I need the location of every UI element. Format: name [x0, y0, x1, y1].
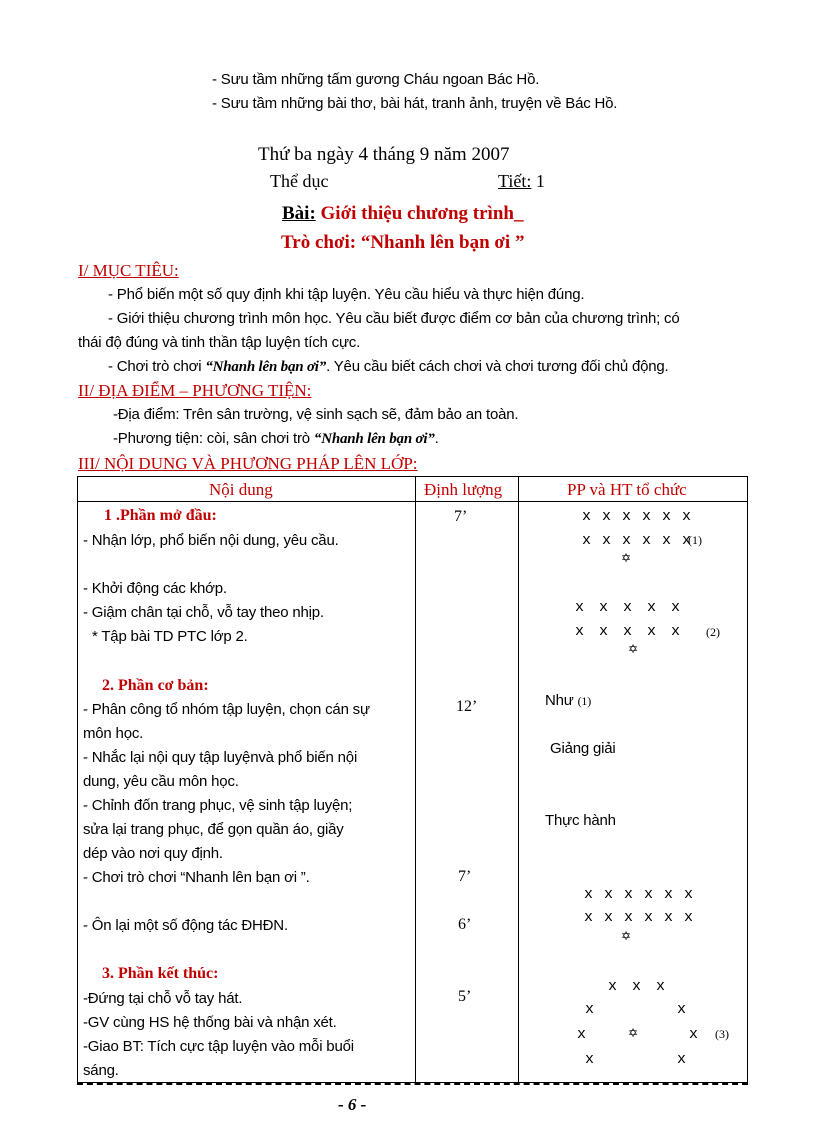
part-2-amount: 6’ — [458, 916, 472, 933]
subject: Thể dục — [270, 171, 329, 191]
lesson-title — [282, 204, 523, 223]
tools-game: “Nhanh lên bạn ơi” — [313, 431, 435, 447]
formation-row: x x x x x x — [584, 909, 695, 926]
section-2-heading: II/ ĐỊA ĐIỂM – PHƯƠNG TIỆN: — [78, 381, 312, 400]
formation-row: x x x x x — [575, 623, 682, 640]
objective-line-1: - Phổ biến một số quy định khi tập luyện. Yêu cầu hiểu và thực hiện đúng. — [108, 286, 585, 303]
column-divider-2 — [518, 477, 519, 1082]
header-divider — [78, 501, 747, 502]
title-line-1: Giới thiệu chương trình_ — [320, 203, 524, 224]
objective-line-3: thái độ đúng và tinh thần tập luyện tích cực. — [78, 334, 361, 351]
formation-x: x — [689, 1026, 700, 1043]
part-2-title: 2. Phần cơ bản: — [102, 677, 209, 694]
part-1-item: - Nhận lớp, phổ biến nội dung, yêu cầu. — [83, 532, 339, 549]
part-2-amount: 12’ — [456, 698, 478, 715]
game-name: “Nhanh lên bạn ơi” — [205, 359, 327, 375]
part-2-item: - Phân công tổ nhóm tập luyện, chọn cán sự — [83, 701, 370, 718]
header-method: PP và HT tổ chức — [567, 480, 687, 499]
part-1-item: * Tập bài TD PTC lớp 2. — [92, 628, 248, 645]
footer-divider — [77, 1083, 748, 1085]
teacher-star-icon: ✡ — [621, 929, 632, 943]
tools-suffix: . — [434, 430, 439, 447]
title-line-2: Trò chơi: “Nhanh lên bạn ơi ” — [281, 232, 525, 253]
part-1-item: - Giậm chân tại chỗ, vỗ tay theo nhịp. — [83, 604, 324, 621]
part-2-item: môn học. — [83, 725, 144, 742]
part-2-item: dung, yêu cầu môn học. — [83, 773, 239, 790]
part-3-item: -Giao BT: Tích cực tập luyện vào mỗi buổi — [83, 1038, 354, 1055]
part-3-title: 3. Phần kết thúc: — [102, 965, 219, 982]
lesson-date: Thứ ba ngày 4 tháng 9 năm 2007 — [258, 144, 510, 165]
part-2-item: - Chơi trò chơi “Nhanh lên bạn ơi ”. — [83, 869, 310, 886]
formation-row: x x x x x x — [582, 508, 693, 525]
lesson-number — [498, 172, 545, 190]
formation-row: x x x x x x — [582, 532, 693, 549]
page-number: - 6 - — [338, 1095, 367, 1114]
part-2-item: - Ôn lại một số động tác ĐHĐN. — [83, 917, 288, 934]
part-2-item: - Chỉnh đốn trang phục, vệ sinh tập luyện; — [83, 797, 353, 814]
teacher-star-icon: ✡ — [628, 1026, 639, 1040]
title-label: Bài: — [282, 203, 316, 224]
method-explain: Giảng giải — [550, 740, 616, 757]
lesson-number-value: 1 — [535, 171, 545, 191]
intro-line-1: - Sưu tầm những tấm gương Cháu ngoan Bác Hồ. — [212, 71, 540, 88]
part-3-item: -Đứng tại chỗ vỗ tay hát. — [83, 990, 243, 1007]
part-3-item: sáng. — [83, 1062, 119, 1079]
formation-x: x — [585, 1001, 596, 1018]
header-content: Nội dung — [209, 480, 273, 499]
part-3-amount: 5’ — [458, 988, 472, 1005]
part-2-item: - Nhắc lại nội quy tập luyệnvà phổ biến nội — [83, 749, 358, 766]
formation-x: x — [677, 1051, 688, 1068]
part-1-item: - Khởi động các khớp. — [83, 580, 227, 597]
formation-x: x — [577, 1026, 588, 1043]
lesson-label: Tiết: — [498, 171, 532, 191]
formation-row: x x x x x — [575, 599, 682, 616]
tools-line — [113, 431, 439, 447]
formation-label: (1) — [688, 533, 702, 547]
game-suffix: . Yêu cầu biết cách chơi và chơi tương đối chủ động. — [326, 358, 669, 375]
objective-line-4 — [108, 359, 669, 375]
formation-label: (2) — [706, 625, 720, 639]
formation-row: x x x x x x — [584, 886, 695, 903]
intro-line-2: - Sưu tầm những bài thơ, bài hát, tranh ảnh, truyện về Bác Hồ. — [212, 95, 618, 112]
section-1-heading: I/ MỤC TIÊU: — [78, 261, 179, 280]
formation-label: (3) — [715, 1027, 729, 1041]
teacher-star-icon: ✡ — [621, 551, 632, 565]
part-2-item: dép vào nơi quy định. — [83, 845, 223, 862]
method-same-as-ref: (1) — [577, 694, 591, 708]
part-1-amount: 7’ — [454, 508, 468, 525]
part-2-amount: 7’ — [458, 868, 472, 885]
method-same-as — [545, 693, 591, 708]
part-3-item: -GV cùng HS hệ thống bài và nhận xét. — [83, 1014, 337, 1031]
lesson-table — [77, 476, 748, 1083]
part-1-title: 1 .Phần mở đầu: — [104, 507, 217, 524]
formation-row: x x x — [608, 978, 667, 995]
method-same-as-text: Như — [545, 692, 574, 709]
teacher-star-icon: ✡ — [628, 642, 639, 656]
formation-x: x — [677, 1001, 688, 1018]
column-divider-1 — [415, 477, 416, 1082]
formation-x: x — [585, 1051, 596, 1068]
tools-prefix: -Phương tiện: còi, sân chơi trò — [113, 430, 314, 447]
method-practice: Thực hành — [545, 812, 616, 829]
section-3-heading: III/ NỘI DUNG VÀ PHƯƠNG PHÁP LÊN LỚP: — [78, 454, 418, 473]
game-prefix: - Chơi trò chơi — [108, 358, 206, 375]
objective-line-2: - Giới thiệu chương trình môn học. Yêu cầu biết được điểm cơ bản của chương trình; có — [108, 310, 680, 327]
place-line: -Địa điểm: Trên sân trường, vệ sinh sạch sẽ, đảm bảo an toàn. — [113, 406, 519, 423]
part-2-item: sửa lại trang phục, để gọn quần áo, giầy — [83, 821, 344, 838]
header-amount: Định lượng — [424, 480, 503, 499]
